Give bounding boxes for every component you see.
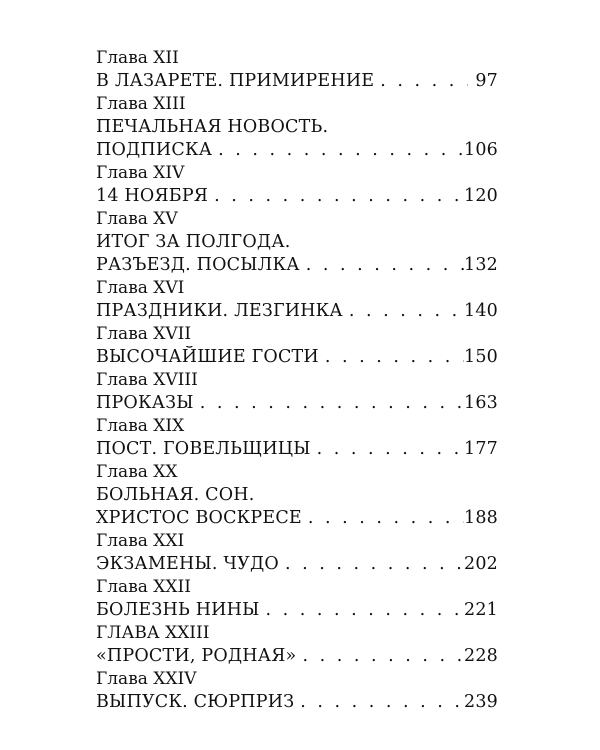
toc-entry — [96, 47, 498, 93]
dot-leader — [279, 553, 464, 576]
chapter-title: ХРИСТОС ВОСКРЕСЕ — [96, 508, 302, 528]
toc-entry — [96, 277, 498, 323]
toc-entry — [96, 369, 498, 415]
toc-entry — [96, 415, 498, 461]
chapter-label: Глава XVII — [96, 324, 192, 344]
chapter-title: «ПРОСТИ, РОДНАЯ» — [96, 646, 297, 666]
page-number: 163 — [463, 393, 498, 413]
page-number: 202 — [463, 554, 498, 574]
table-of-contents — [96, 47, 498, 714]
toc-entry — [96, 622, 498, 668]
chapter-title: 14 НОЯБРЯ — [96, 186, 209, 206]
toc-entry — [96, 461, 498, 530]
dot-leader — [296, 645, 464, 668]
chapter-title-row — [96, 185, 498, 208]
chapter-label: Глава XIX — [96, 416, 185, 436]
toc-entry — [96, 208, 498, 277]
page-number: 228 — [463, 646, 498, 666]
chapter-title-line: ПЕЧАЛЬНАЯ НОВОСТЬ. — [96, 117, 329, 137]
chapter-title: ПРАЗДНИКИ. ЛЕЗГИНКА — [96, 301, 343, 321]
page-number: 97 — [475, 71, 498, 91]
chapter-title-row — [96, 553, 498, 576]
dot-leader — [343, 300, 464, 323]
chapter-title: РАЗЪЕЗД. ПОСЫЛКА — [96, 255, 300, 275]
chapter-title-line: БОЛЬНАЯ. СОН. — [96, 485, 255, 505]
dot-leader — [212, 139, 464, 162]
chapter-label: ГЛАВА XXIII — [96, 623, 210, 643]
dot-leader — [294, 691, 464, 714]
chapter-label: Глава XIV — [96, 163, 185, 183]
chapter-title-row — [96, 139, 498, 162]
dot-leader — [194, 392, 464, 415]
chapter-title: БОЛЕЗНЬ НИНЫ — [96, 600, 260, 620]
dot-leader — [300, 254, 464, 277]
chapter-title-row — [96, 691, 498, 714]
page-number: 239 — [463, 692, 498, 712]
page-number: 150 — [463, 347, 498, 367]
chapter-title-row — [96, 645, 498, 668]
dot-leader — [319, 346, 464, 369]
chapter-label: Глава XXIV — [96, 669, 197, 689]
dot-leader — [208, 185, 464, 208]
chapter-title: ПРОКАЗЫ — [96, 393, 194, 413]
chapter-label: Глава XII — [96, 48, 179, 68]
chapter-label: Глава XVIII — [96, 370, 198, 390]
chapter-label: Глава XXI — [96, 531, 185, 551]
chapter-title-row — [96, 438, 498, 461]
chapter-label: Глава XV — [96, 209, 178, 229]
dot-leader — [311, 438, 464, 461]
chapter-title-row — [96, 70, 498, 93]
toc-entry — [96, 162, 498, 208]
toc-entry — [96, 530, 498, 576]
page-number: 140 — [463, 301, 498, 321]
chapter-title-row — [96, 392, 498, 415]
page-number: 132 — [463, 255, 498, 275]
chapter-title-row — [96, 346, 498, 369]
chapter-title: ВЫПУСК. СЮРПРИЗ — [96, 692, 295, 712]
chapter-title-row — [96, 507, 498, 530]
chapter-label: Глава XIII — [96, 94, 186, 114]
chapter-title: В ЛАЗАРЕТЕ. ПРИМИРЕНИЕ — [96, 71, 375, 91]
toc-entry — [96, 668, 498, 714]
chapter-label: Глава XX — [96, 462, 178, 482]
toc-entry — [96, 576, 498, 622]
page-number: 221 — [463, 600, 498, 620]
chapter-title-row — [96, 599, 498, 622]
chapter-title: ПОДПИСКА — [96, 140, 213, 160]
chapter-title: ЭКЗАМЕНЫ. ЧУДО — [96, 554, 279, 574]
chapter-title: ПОСТ. ГОВЕЛЬЩИЦЫ — [96, 439, 311, 459]
toc-entry — [96, 323, 498, 369]
chapter-title-line: ИТОГ ЗА ПОЛГОДА. — [96, 232, 291, 252]
page-number: 177 — [463, 439, 498, 459]
dot-leader — [260, 599, 464, 622]
page-number: 120 — [463, 186, 498, 206]
chapter-title-row — [96, 254, 498, 277]
chapter-label: Глава XVI — [96, 278, 185, 298]
dot-leader — [374, 70, 468, 93]
chapter-title-row — [96, 300, 498, 323]
page-number: 106 — [463, 140, 498, 160]
chapter-label: Глава XXII — [96, 577, 191, 597]
chapter-title: ВЫСОЧАЙШИЕ ГОСТИ — [96, 347, 319, 367]
toc-entry — [96, 93, 498, 162]
page-number: 188 — [463, 508, 498, 528]
dot-leader — [302, 507, 464, 530]
